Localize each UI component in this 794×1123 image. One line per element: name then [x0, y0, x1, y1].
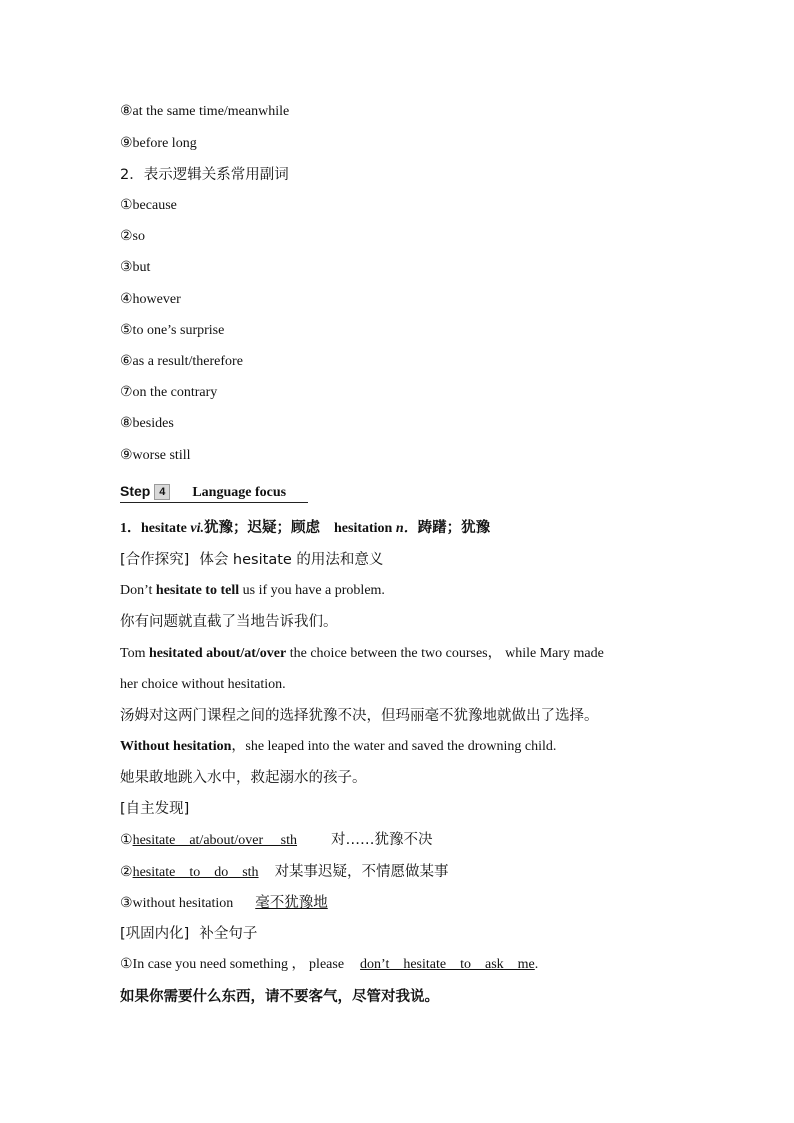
entry-noun-meaning: 踌躇；犹豫 — [417, 520, 491, 536]
usage-marker: ① — [120, 833, 133, 848]
example-translation: 她果敢地跳入水中，救起溺水的孩子。 — [120, 770, 367, 786]
example-text: us if you have a problem. — [242, 583, 385, 598]
usage-meaning: 对……犹豫不决 — [331, 832, 433, 848]
list-item: ⑨before long — [120, 136, 197, 151]
exercise-answer: don’t hesitate to ask me — [360, 957, 535, 972]
list-item: ⑨worse still — [120, 448, 191, 463]
step-underline — [120, 502, 308, 503]
usage-meaning: 对某事迟疑，不情愿做某事 — [274, 864, 449, 880]
exercise-translation: 如果你需要什么东西，请不要客气，尽管对我说。 — [120, 989, 439, 1005]
example-text: the choice between the two courses， while Mary made — [289, 646, 604, 661]
example-translation: 汤姆对这两门课程之间的选择犹豫不决，但玛丽毫不犹豫地就做出了选择。 — [120, 708, 599, 724]
explore-heading — [120, 551, 383, 569]
usage-marker: ② — [120, 865, 133, 880]
example-text: ，she leaped into the water and saved the drowning child. — [231, 739, 557, 754]
example-sentence — [120, 645, 604, 663]
list-item: ①because — [120, 198, 177, 213]
exercise-text: . — [534, 957, 539, 972]
list-item: ②so — [120, 229, 145, 244]
example-keyword: hesitated about/at/over — [148, 646, 287, 661]
example-keyword: hesitate to tell — [155, 583, 240, 598]
list-item: ③but — [120, 260, 151, 275]
example-keyword: Without hesitation — [120, 739, 232, 754]
step-title: Language focus — [192, 485, 287, 500]
entry-word: hesitate — [141, 521, 187, 536]
explore-instruction: 体会 hesitate 的用法和意义 — [199, 552, 384, 568]
entry-pos: vi. — [190, 521, 204, 536]
usage-phrase: ③without hesitation — [120, 896, 234, 911]
step-label: Step — [120, 483, 151, 499]
exercise-sentence — [120, 956, 538, 974]
discover-tag: [自主发现] — [120, 801, 190, 817]
entry-noun: hesitation — [334, 521, 393, 536]
usage-phrase: hesitate at/about/over sth — [132, 833, 298, 848]
usage-item — [120, 863, 449, 882]
usage-item — [120, 894, 328, 913]
list-item: ⑤to one’s surprise — [120, 323, 225, 338]
example-sentence-continued: her choice without hesitation. — [120, 677, 286, 692]
example-sentence — [120, 582, 385, 600]
entry-meaning: 犹豫；迟疑；顾虑 — [204, 520, 320, 536]
entry-pos-noun: n． — [395, 521, 418, 536]
exercise-text: ①In case you need something ， please — [120, 957, 345, 972]
consolidate-instruction: 补全句子 — [199, 926, 258, 942]
example-text: Tom — [120, 646, 146, 661]
usage-phrase: hesitate to do sth — [132, 865, 259, 880]
example-text: Don’t — [120, 583, 153, 598]
entry-number: 1． — [120, 521, 141, 536]
example-translation: 你有问题就直截了当地告诉我们。 — [120, 614, 338, 630]
list-item: ⑧at the same time/meanwhile — [120, 104, 290, 119]
list-item: ⑦on the contrary — [120, 385, 218, 400]
list-item: ⑥as a result/therefore — [120, 354, 243, 369]
consolidate-heading — [120, 925, 257, 943]
vocab-entry — [120, 519, 490, 538]
step-header — [120, 482, 286, 502]
step-number-badge: 4 — [154, 484, 170, 500]
consolidate-tag: [巩固内化] — [120, 926, 190, 942]
list-item: ⑧besides — [120, 416, 174, 431]
section-heading: 2．表示逻辑关系常用副词 — [120, 167, 289, 183]
usage-meaning: 毫不犹豫地 — [255, 895, 328, 911]
usage-item — [120, 831, 433, 850]
explore-tag: [合作探究] — [120, 552, 190, 568]
list-item: ④however — [120, 292, 181, 307]
example-sentence — [120, 738, 556, 756]
